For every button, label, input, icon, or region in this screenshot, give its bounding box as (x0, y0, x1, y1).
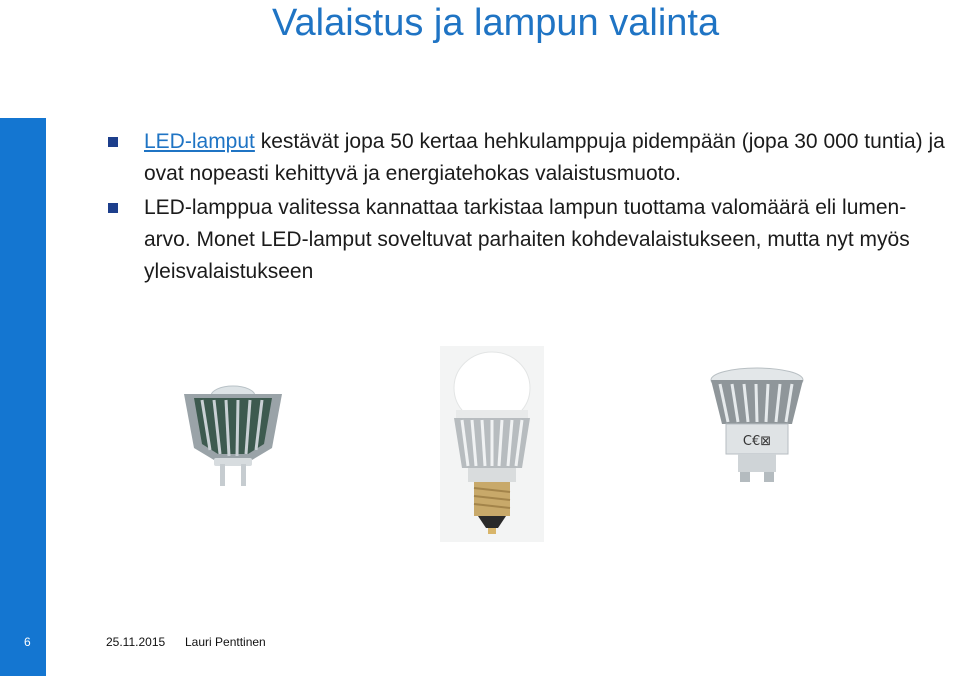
page-number: 6 (24, 635, 31, 649)
gu10-led-spot-image (704, 360, 810, 486)
bullet-square-icon (108, 137, 118, 147)
left-accent-bar (0, 118, 46, 676)
footer-date: 25.11.2015 (106, 635, 166, 649)
svg-text:C€⊠: C€⊠ (742, 434, 772, 449)
bullet-text-1: kestävät jopa 50 kertaa hehkulamppuja pidempään (jopa 30 000 tuntia) ja ovat nopeasti kehittyvä ja energiatehokas valaistusmuoto. (144, 130, 945, 185)
bullet-item-1 (108, 126, 948, 190)
led-lamput-link[interactable]: LED-lamput (144, 130, 255, 153)
bullet-square-icon (108, 203, 118, 213)
bullet-list (108, 126, 948, 288)
slide-title: Valaistus ja lampun valinta (272, 2, 720, 44)
e27-led-bulb-image (440, 346, 544, 542)
footer-author: Lauri Penttinen (185, 635, 266, 649)
mr16-led-spot-image (180, 378, 286, 490)
bullet-item-2 (108, 192, 948, 288)
bullet-text-2: LED-lamppua valitessa kannattaa tarkistaa lampun tuottama valomäärä eli lumen-arvo. Monet LED-lamput soveltuvat parhaiten kohdevalaistukseen, mutta nyt myös yleisvalaistukseen (144, 196, 910, 283)
